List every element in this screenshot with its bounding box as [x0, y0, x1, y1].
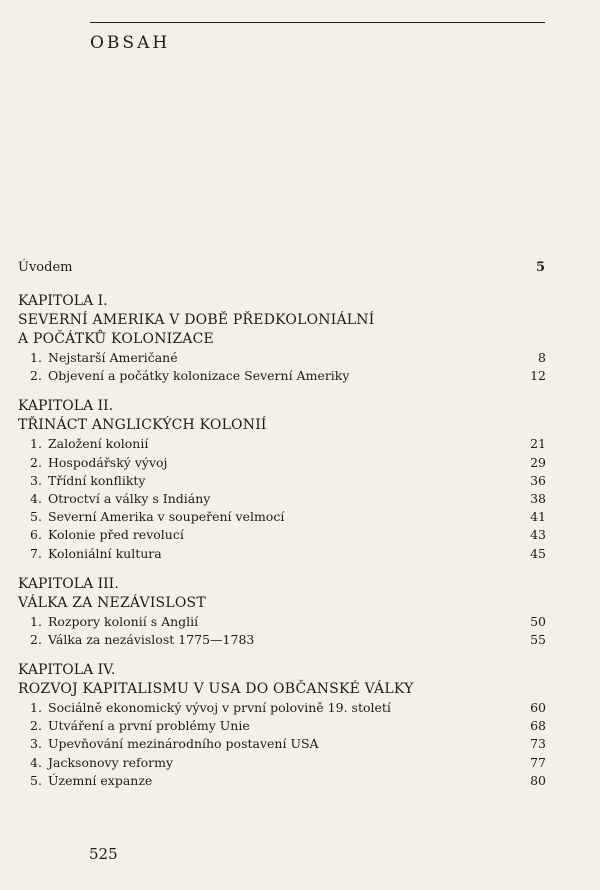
- chapter-label: KAPITOLA III.: [18, 575, 119, 592]
- chapter-section: [18, 292, 546, 385]
- toc-entry: [18, 545, 546, 563]
- page-title: OBSAH: [90, 33, 171, 53]
- entry-page: 55: [530, 631, 546, 647]
- entry-title: Kolonie před revolucí: [48, 527, 184, 543]
- entry-title: Rozpory kolonií s Anglií: [48, 613, 199, 629]
- entry-page: 43: [530, 527, 546, 543]
- entry-number: 1.: [30, 350, 42, 365]
- entry-number: 2.: [30, 631, 42, 647]
- entry-number: 1.: [30, 613, 42, 629]
- entry-number: 6.: [30, 527, 42, 543]
- entry-title: Nejstarší Američané: [48, 350, 178, 365]
- chapter-label: KAPITOLA II.: [18, 398, 114, 415]
- entry-page: 41: [530, 509, 546, 525]
- entry-page: 38: [530, 490, 546, 506]
- entry-title: Sociálně ekonomický vývoj v první polovině 19. století: [48, 700, 391, 716]
- entry-number: 5.: [30, 509, 42, 525]
- chapter-title: TŘINÁCT ANGLICKÝCH KOLONIÍ: [18, 417, 267, 434]
- chapter-section: [18, 397, 546, 562]
- toc-entry: [18, 472, 546, 490]
- folio-page-number: 525: [89, 845, 118, 863]
- top-rule: [90, 22, 545, 23]
- entry-number: 3.: [30, 736, 42, 752]
- entry-page: 50: [530, 613, 546, 629]
- entry-number: 3.: [30, 472, 42, 488]
- toc-entry: [18, 772, 546, 790]
- intro-page-number: 5: [536, 260, 546, 275]
- entry-title: Koloniální kultura: [48, 545, 162, 561]
- entry-page: 77: [530, 754, 546, 770]
- entry-number: 4.: [30, 754, 42, 770]
- toc-entry: [18, 490, 546, 508]
- entry-title: Územní expanze: [48, 772, 153, 788]
- entry-page: 60: [530, 700, 546, 716]
- entry-number: 2.: [30, 718, 42, 734]
- entry-title: Objevení a počátky kolonizace Severní Ameriky: [48, 368, 350, 384]
- entry-page: 29: [530, 454, 546, 470]
- toc-entry: [18, 735, 546, 753]
- entry-page: 45: [530, 545, 546, 561]
- chapter-label: KAPITOLA IV.: [18, 662, 116, 679]
- entry-number: 5.: [30, 772, 42, 788]
- entry-number: 2.: [30, 368, 42, 384]
- entry-title: Upevňování mezinárodního postavení USA: [48, 736, 319, 752]
- entry-title: Hospodářský vývoj: [48, 454, 168, 470]
- chapter-section: [18, 575, 546, 649]
- toc-entry: [18, 613, 546, 631]
- entry-title: Založení kolonií: [48, 436, 149, 452]
- chapter-title: A POČÁTKŮ KOLONIZACE: [18, 331, 214, 347]
- entry-title: Válka za nezávislost 1775—1783: [48, 631, 255, 647]
- toc-entry: [18, 526, 546, 544]
- toc-entry: [18, 754, 546, 772]
- intro-label: Úvodem: [18, 260, 73, 275]
- entry-page: 8: [538, 350, 546, 365]
- entry-title: Severní Amerika v soupeření velmocí: [48, 509, 285, 525]
- entry-number: 4.: [30, 490, 42, 506]
- table-of-contents: [18, 292, 546, 802]
- toc-entry: [18, 699, 546, 717]
- entry-number: 1.: [30, 700, 42, 716]
- chapter-label: KAPITOLA I.: [18, 293, 108, 309]
- chapter-title: ROZVOJ KAPITALISMU V USA DO OBČANSKÉ VÁLKY: [18, 681, 414, 698]
- chapter-title: SEVERNÍ AMERIKA V DOBĚ PŘEDKOLONIÁLNÍ: [18, 312, 375, 328]
- toc-entry: [18, 367, 546, 385]
- toc-entry: [18, 435, 546, 453]
- entry-title: Utváření a první problémy Unie: [48, 718, 250, 734]
- entry-number: 7.: [30, 545, 42, 561]
- entry-page: 36: [530, 472, 546, 488]
- entry-page: 68: [530, 718, 546, 734]
- entry-page: 80: [530, 772, 546, 788]
- chapter-section: [18, 661, 546, 790]
- entry-page: 12: [530, 368, 546, 384]
- entry-title: Otroctví a války s Indiány: [48, 490, 211, 506]
- toc-entry: [18, 631, 546, 649]
- toc-entry: [18, 508, 546, 526]
- entry-title: Třídní konflikty: [48, 472, 146, 488]
- toc-entry: [18, 717, 546, 735]
- entry-page: 21: [530, 436, 546, 452]
- chapter-title: VÁLKA ZA NEZÁVISLOST: [18, 594, 206, 611]
- toc-entry: [18, 349, 546, 367]
- entry-number: 1.: [30, 436, 42, 452]
- entry-number: 2.: [30, 454, 42, 470]
- entry-page: 73: [530, 736, 546, 752]
- toc-entry: [18, 454, 546, 472]
- entry-title: Jacksonovy reformy: [48, 754, 174, 770]
